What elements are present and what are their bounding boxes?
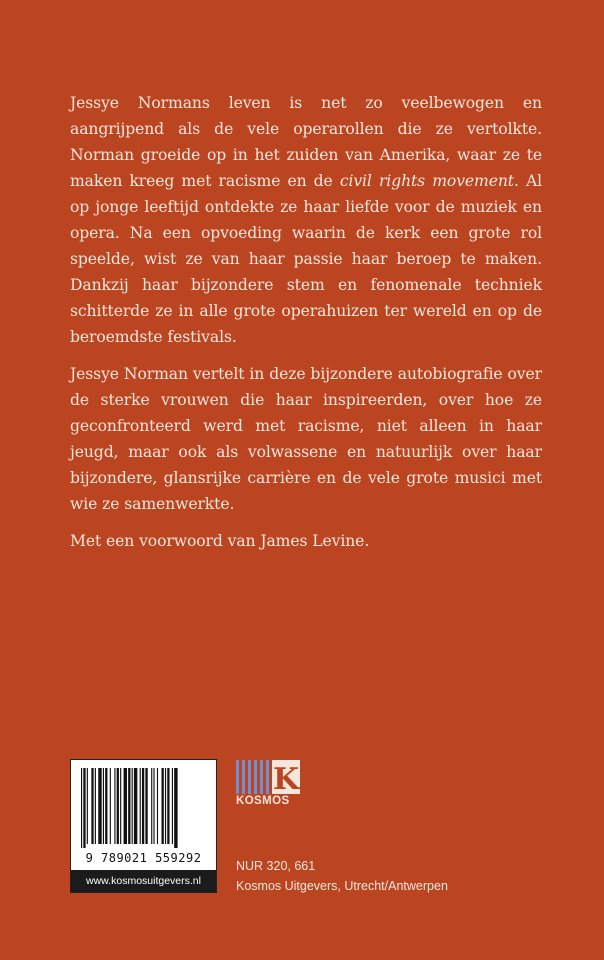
barcode-bars [81, 768, 206, 848]
kosmos-logo-icon [236, 760, 300, 794]
blurb-paragraph-1 [70, 90, 542, 350]
nur-code: NUR 320, 661 [236, 859, 316, 873]
colophon [236, 856, 448, 896]
blurb-paragraph-3: Met een voorwoord van James Levine. [70, 532, 370, 550]
publisher-name: KOSMOS [236, 795, 290, 807]
publisher-url: www.kosmosuitgevers.nl [71, 870, 216, 892]
isbn-number: 9 789021 559292 [85, 851, 202, 865]
publisher-address: Kosmos Uitgevers, Utrecht/Antwerpen [236, 879, 448, 893]
logo-letter: K [272, 762, 300, 794]
blurb-paragraph-2: Jessye Norman vertelt in deze bijzondere autobiografie over de sterke vrouwen die haar inspireerden, over hoe ze geconfronteerd werd met racisme, niet alleen in haar jeugd, maar ook als volwassene en natuurlijk over haar bijzondere, glansrijke carrière en de vele grote musici met wie ze samenwerkte. [70, 365, 542, 513]
blurb-p1-text-b: . Al op jonge leeftijd ontdekte ze haar liefde voor de muziek en opera. Na een opvoeding waarin de kerk een grote rol speelde, wist ze van haar passie haar beroep te maken. Dankzij haar bijzondere stem en fenomenale techniek schitterde ze in alle grote operahuizen ter wereld en op de beroemdste festivals. [70, 172, 543, 346]
isbn-barcode-block [70, 759, 217, 893]
back-cover-blurb [70, 90, 542, 565]
blurb-p1-text-a: Jessye Normans leven is net zo veelbewogen en aangrijpend als de vele operarollen die ze vertolkte. Norman groeide op in het zuiden van Amerika, waar ze te maken kreeg met racisme en de [70, 94, 542, 190]
blurb-p1-italic: civil rights movement [339, 172, 514, 190]
